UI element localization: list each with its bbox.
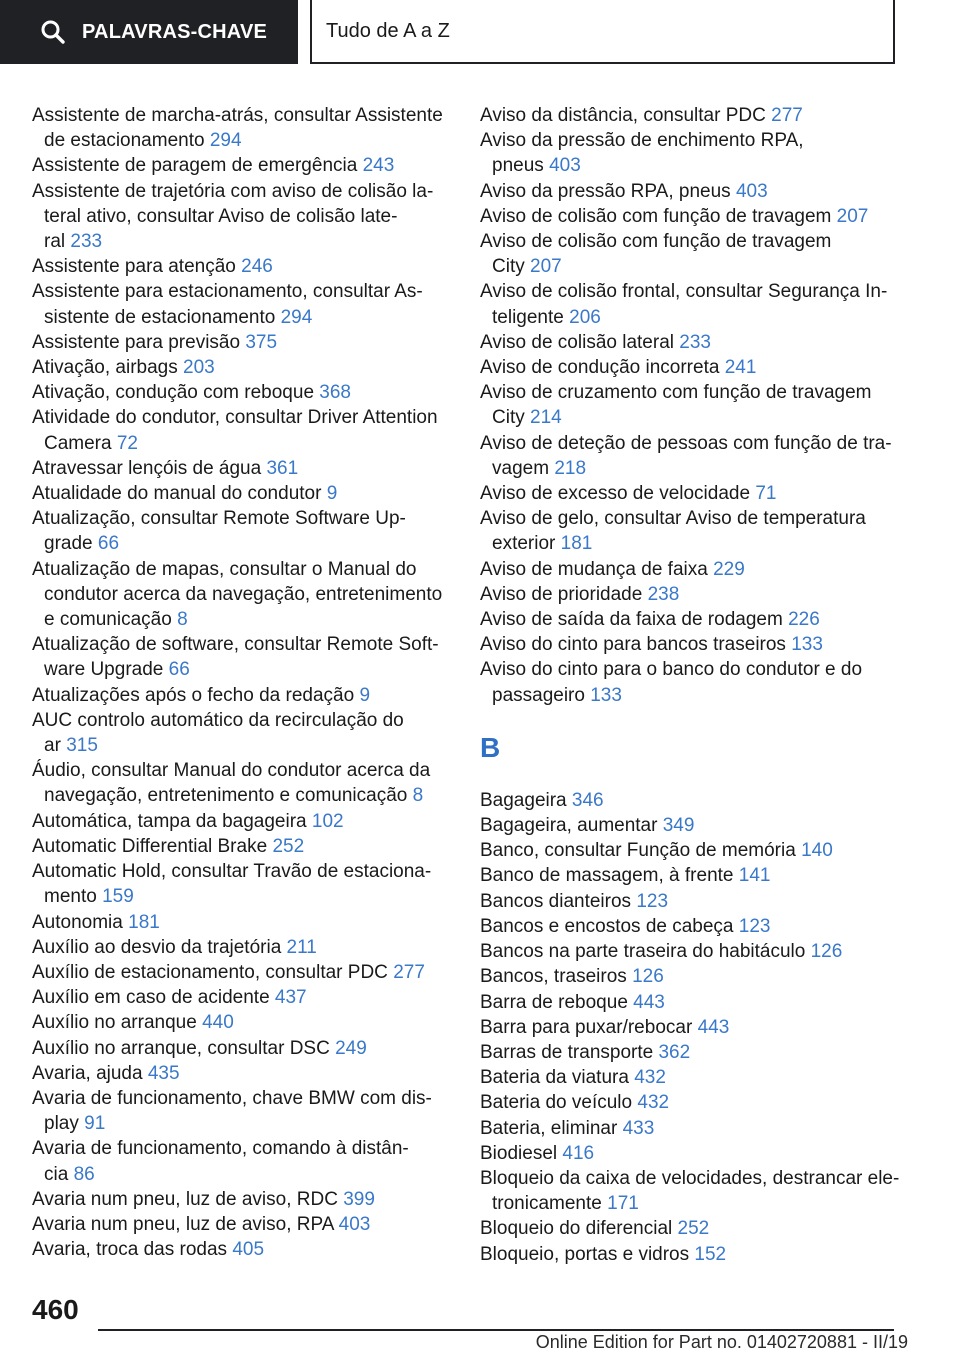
index-entry	[32, 456, 452, 481]
index-entry	[32, 506, 452, 556]
entry-text: Aviso da pressão RPA, pneus	[480, 180, 731, 202]
index-entry	[480, 1216, 900, 1241]
page-reference-link[interactable]: 405	[232, 1239, 265, 1261]
entry-text: Auxílio no arranque, consultar DSC	[32, 1037, 330, 1059]
entry-text: Aviso do cinto para o banco do condutor e do	[480, 659, 863, 681]
page-reference-link[interactable]: 375	[245, 331, 278, 353]
page-reference-link[interactable]: 294	[280, 306, 313, 328]
index-entry	[32, 1061, 452, 1086]
entry-text: Bancos e encostos de cabeça	[480, 915, 734, 937]
entry-text: Bateria da viatura	[480, 1067, 629, 1089]
entry-text: Atualização de software, consultar Remote Soft-	[32, 634, 439, 656]
index-entry	[480, 939, 900, 964]
entry-text: Autonomia	[32, 911, 123, 933]
index-entry	[480, 279, 900, 329]
entry-text: de estacionamento	[44, 130, 205, 152]
page-reference-link[interactable]: 399	[343, 1188, 375, 1210]
entry-text: Aviso de colisão com função de travagem	[480, 231, 832, 253]
index-entry	[480, 1015, 900, 1040]
page-reference-link[interactable]: 218	[554, 457, 587, 479]
index-entry	[480, 179, 900, 204]
index-entry	[32, 935, 452, 960]
entry-text: Barra de reboque	[480, 991, 628, 1013]
top-bar	[0, 0, 960, 66]
entry-text: City	[492, 407, 525, 429]
entry-text: Assistente de marcha-atrás, consultar Assistente	[32, 105, 443, 126]
entry-text: play	[44, 1113, 79, 1135]
page-reference-link[interactable]: 233	[70, 231, 103, 253]
entry-text: Aviso de prioridade	[480, 583, 643, 605]
index-entry	[32, 279, 452, 329]
index-entry	[32, 1136, 452, 1186]
index-entry	[32, 809, 452, 834]
entry-text: Ativação, condução com reboque	[32, 382, 315, 404]
footer-divider	[98, 1329, 894, 1331]
page-reference-link[interactable]: 86	[73, 1163, 95, 1185]
entry-text: teligente	[492, 306, 564, 328]
page-reference-link[interactable]: 126	[810, 941, 843, 963]
keywords-tab[interactable]	[0, 0, 298, 64]
page-reference-link[interactable]: 238	[647, 583, 680, 605]
entry-text: Auxílio no arranque	[32, 1012, 197, 1034]
entry-text: Bagageira	[480, 789, 567, 811]
page-reference-link[interactable]: 140	[801, 840, 833, 862]
section-tab[interactable]	[310, 0, 895, 64]
page-reference-link[interactable]: 123	[636, 890, 669, 912]
index-entry	[480, 557, 900, 582]
page-reference-link[interactable]: 432	[637, 1092, 670, 1114]
entry-text: Banco, consultar Função de memória	[480, 840, 796, 862]
page-reference-link[interactable]: 432	[634, 1067, 666, 1089]
entry-text: Aviso de cruzamento com função de travagem	[480, 382, 872, 404]
page-reference-link[interactable]: 206	[569, 306, 601, 328]
entry-text: Avaria de funcionamento, chave BMW com dis-	[32, 1087, 432, 1109]
entry-text: Avaria num pneu, luz de aviso, RPA	[32, 1213, 334, 1235]
entry-text: Bagageira, aumentar	[480, 815, 658, 837]
index-entry	[480, 607, 900, 632]
page-reference-link[interactable]: 91	[84, 1113, 106, 1135]
index-group-a	[480, 103, 900, 708]
page-reference-link[interactable]: 229	[713, 558, 745, 580]
page-reference-link[interactable]: 416	[562, 1142, 595, 1164]
index-entry	[480, 813, 900, 838]
entry-text: Atualização de mapas, consultar o Manual do	[32, 558, 417, 580]
index-entry	[480, 380, 900, 430]
page-reference-link[interactable]: 133	[791, 634, 823, 656]
entry-text: Avaria, troca das rodas	[32, 1239, 228, 1261]
page-reference-link[interactable]: 8	[412, 785, 424, 807]
page-reference-link[interactable]: 181	[128, 911, 160, 933]
index-entry	[32, 557, 452, 633]
page-reference-link[interactable]: 102	[311, 810, 344, 832]
entry-text: grade	[44, 533, 93, 555]
entry-text: Camera	[44, 432, 112, 454]
index-entry	[32, 859, 452, 909]
index-entry	[32, 708, 452, 758]
entry-text: sistente de estacionamento	[44, 306, 276, 328]
entry-text: ware Upgrade	[44, 659, 164, 681]
entry-text: teral ativo, consultar Aviso de colisão late-	[44, 205, 398, 227]
entry-text: Aviso do cinto para bancos traseiros	[480, 634, 786, 656]
index-entry	[480, 481, 900, 506]
page-reference-link[interactable]: 346	[571, 789, 604, 811]
index-entry	[480, 657, 900, 707]
page-reference-link[interactable]: 315	[66, 735, 98, 757]
entry-text: Bloqueio, portas e vidros	[480, 1243, 690, 1265]
page-reference-link[interactable]: 9	[326, 483, 338, 505]
page-reference-link[interactable]: 233	[679, 331, 711, 353]
index-entry	[480, 1116, 900, 1141]
page-reference-link[interactable]: 403	[338, 1213, 371, 1235]
page-reference-link[interactable]: 72	[116, 432, 138, 454]
entry-text: Automática, tampa da bagageira	[32, 810, 307, 832]
entry-text: vagem	[492, 457, 550, 479]
entry-text: mento	[44, 886, 97, 908]
entry-text: Aviso de colisão com função de travagem	[480, 205, 832, 227]
page-reference-link[interactable]: 207	[530, 256, 562, 278]
entry-text: Bloqueio do diferencial	[480, 1218, 673, 1240]
index-entry	[480, 229, 900, 279]
entry-text: Banco de massagem, à frente	[480, 865, 734, 887]
index-entry	[480, 838, 900, 863]
page-reference-link[interactable]: 246	[241, 256, 273, 278]
page-reference-link[interactable]: 123	[738, 915, 771, 937]
entry-text: AUC controlo automático da recirculação do	[32, 709, 404, 731]
entry-text: ral	[44, 231, 66, 253]
section-tab-label: Tudo de A a Z	[326, 19, 450, 42]
entry-text: Aviso de colisão lateral	[480, 331, 674, 353]
entry-text: Aviso de gelo, consultar Aviso de temperatura	[480, 508, 866, 530]
index-entry	[32, 960, 452, 985]
entry-text: Bloqueio da caixa de velocidades, destrancar ele-	[480, 1167, 900, 1189]
entry-text: Atividade do condutor, consultar Driver Attention	[32, 407, 438, 429]
index-entry	[480, 128, 900, 178]
index-entry	[32, 1187, 452, 1212]
entry-text: Avaria num pneu, luz de aviso, RDC	[32, 1188, 338, 1210]
entry-text: Assistente de paragem de emergência	[32, 155, 358, 177]
entry-text: ar	[44, 735, 61, 757]
index-entry	[32, 481, 452, 506]
page-reference-link[interactable]: 211	[286, 936, 317, 958]
index-entry	[32, 1237, 452, 1262]
page-number: 460	[32, 1294, 79, 1325]
page-reference-link[interactable]: 241	[724, 357, 757, 379]
entry-text: Áudio, consultar Manual do condutor acerca da	[32, 760, 431, 782]
page-reference-link[interactable]: 403	[549, 155, 581, 177]
entry-text: Assistente para previsão	[32, 331, 241, 353]
page-reference-link[interactable]: 71	[755, 483, 777, 505]
index-entry	[32, 355, 452, 380]
index-entry	[32, 103, 452, 153]
page-reference-link[interactable]: 126	[632, 966, 664, 988]
entry-text: Aviso da distância, consultar PDC	[480, 105, 766, 126]
index-entry	[480, 506, 900, 556]
page-reference-link[interactable]: 294	[209, 130, 242, 152]
index-entry	[32, 632, 452, 682]
page-reference-link[interactable]: 152	[694, 1243, 727, 1265]
page-reference-link[interactable]: 133	[590, 684, 622, 706]
entry-text: e comunicação	[44, 609, 172, 631]
entry-text: Ativação, airbags	[32, 357, 178, 379]
index-entry	[480, 1141, 900, 1166]
search-icon	[40, 19, 66, 45]
entry-text: Biodiesel	[480, 1142, 558, 1164]
page-reference-link[interactable]: 203	[183, 357, 215, 379]
page-reference-link[interactable]: 440	[202, 1012, 234, 1034]
index-entry	[480, 914, 900, 939]
index-entry	[32, 405, 452, 455]
index-entry	[32, 153, 452, 178]
entry-text: Auxílio de estacionamento, consultar PDC	[32, 961, 388, 983]
index-entry	[480, 1166, 900, 1216]
index-entry	[32, 985, 452, 1010]
section-letter: B	[480, 731, 501, 763]
page-reference-link[interactable]: 443	[697, 1016, 730, 1038]
entry-text: Aviso de colisão frontal, consultar Segurança In-	[480, 281, 888, 303]
page-reference-link[interactable]: 141	[738, 865, 771, 887]
page-reference-link[interactable]: 9	[359, 684, 371, 706]
entry-text: Aviso de deteção de pessoas com função de tra-	[480, 432, 892, 454]
page-reference-link[interactable]: 8	[177, 609, 188, 631]
entry-text: Bateria do veículo	[480, 1092, 633, 1114]
page-reference-link[interactable]: 433	[622, 1117, 655, 1139]
index-entry	[480, 889, 900, 914]
index-entry	[32, 254, 452, 279]
entry-text: Aviso da pressão de enchimento RPA,	[480, 130, 804, 152]
edition-footer: Online Edition for Part no. 01402720881 - II/19	[535, 1332, 908, 1352]
entry-text: Atravessar lençóis de água	[32, 457, 262, 479]
page-reference-link[interactable]: 252	[677, 1218, 710, 1240]
index-entry	[480, 1040, 900, 1065]
index-entry	[32, 834, 452, 859]
entry-text: Assistente de trajetória com aviso de colisão la-	[32, 180, 434, 202]
index-entry	[480, 1065, 900, 1090]
index-entry	[480, 1242, 900, 1267]
page-reference-link[interactable]: 66	[97, 533, 120, 555]
entry-text: Avaria, ajuda	[32, 1062, 143, 1084]
entry-text: condutor acerca da navegação, entretenimento	[44, 583, 443, 605]
page-reference-link[interactable]: 361	[266, 457, 299, 479]
index-column-right	[480, 103, 900, 1267]
entry-text: City	[492, 256, 525, 278]
index-entry	[32, 179, 452, 255]
index-entry	[480, 632, 900, 657]
page-reference-link[interactable]: 362	[658, 1041, 691, 1063]
page-reference-link[interactable]: 277	[771, 105, 803, 126]
index-entry	[480, 431, 900, 481]
page-reference-link[interactable]: 207	[836, 205, 869, 227]
index-column-left	[32, 103, 452, 1262]
entry-text: Auxílio em caso de acidente	[32, 987, 270, 1009]
index-entry	[480, 863, 900, 888]
entry-text: Bancos dianteiros	[480, 890, 632, 912]
index-group-b	[480, 788, 900, 1267]
index-entry	[480, 330, 900, 355]
index-entry	[480, 582, 900, 607]
entry-text: Automatic Hold, consultar Travão de estaciona-	[32, 861, 432, 883]
entry-text: Atualização, consultar Remote Software Up-	[32, 508, 406, 530]
page-reference-link[interactable]: 171	[607, 1193, 639, 1215]
index-entry	[32, 1036, 452, 1061]
entry-text: Assistente para estacionamento, consultar As-	[32, 281, 423, 303]
page-reference-link[interactable]: 214	[530, 407, 562, 429]
entry-text: Avaria de funcionamento, comando à distân-	[32, 1138, 409, 1160]
index-entry	[480, 103, 900, 128]
entry-text: tronicamente	[492, 1193, 602, 1215]
entry-text: pneus	[492, 155, 544, 177]
entry-text: Auxílio ao desvio da trajetória	[32, 936, 282, 958]
page-reference-link[interactable]: 437	[274, 987, 307, 1009]
entry-text: Bancos na parte traseira do habitáculo	[480, 941, 806, 963]
index-entry	[32, 758, 452, 808]
index-entry	[32, 330, 452, 355]
index-entry	[480, 1090, 900, 1115]
index-entry	[480, 788, 900, 813]
entry-text: Aviso de mudança de faixa	[480, 558, 708, 580]
index-entry	[32, 910, 452, 935]
entry-text: exterior	[492, 533, 556, 555]
entry-text: Aviso de saída da faixa de rodagem	[480, 609, 783, 631]
entry-text: cia	[44, 1163, 69, 1185]
index-entry	[480, 355, 900, 380]
page-reference-link[interactable]: 368	[319, 382, 351, 404]
page-reference-link[interactable]: 252	[272, 835, 305, 857]
page-reference-link[interactable]: 403	[735, 180, 768, 202]
entry-text: Bancos, traseiros	[480, 966, 627, 988]
page-reference-link[interactable]: 66	[168, 659, 190, 681]
entry-text: Barra para puxar/rebocar	[480, 1016, 693, 1038]
page-reference-link[interactable]: 443	[633, 991, 665, 1013]
page-reference-link[interactable]: 181	[560, 533, 593, 555]
page-reference-link[interactable]: 277	[393, 961, 425, 983]
entry-text: Atualizações após o fecho da redação	[32, 684, 355, 706]
index-entry	[32, 1086, 452, 1136]
page-reference-link[interactable]: 435	[147, 1062, 180, 1084]
page-reference-link[interactable]: 349	[662, 815, 695, 837]
entry-text: passageiro	[492, 684, 585, 706]
index-entry	[480, 990, 900, 1015]
index-entry	[32, 1212, 452, 1237]
index-entry	[480, 204, 900, 229]
page-reference-link[interactable]: 243	[362, 155, 395, 177]
page-reference-link[interactable]: 226	[788, 609, 820, 631]
index-entry	[480, 964, 900, 989]
entry-text: navegação, entretenimento e comunicação	[44, 785, 408, 807]
entry-text: Aviso de condução incorreta	[480, 357, 720, 379]
index-entry	[32, 1010, 452, 1035]
entry-text: Assistente para atenção	[32, 256, 236, 278]
index-entry	[32, 683, 452, 708]
page-reference-link[interactable]: 159	[102, 886, 134, 908]
entry-text: Barras de transporte	[480, 1041, 654, 1063]
keywords-tab-label: PALAVRAS-CHAVE	[82, 20, 268, 43]
page-reference-link[interactable]: 249	[335, 1037, 367, 1059]
entry-text: Aviso de excesso de velocidade	[480, 483, 751, 505]
entry-text: Automatic Differential Brake	[32, 835, 268, 857]
entry-text: Bateria, eliminar	[480, 1117, 618, 1139]
index-entry	[32, 380, 452, 405]
entry-text: Atualidade do manual do condutor	[32, 483, 322, 505]
